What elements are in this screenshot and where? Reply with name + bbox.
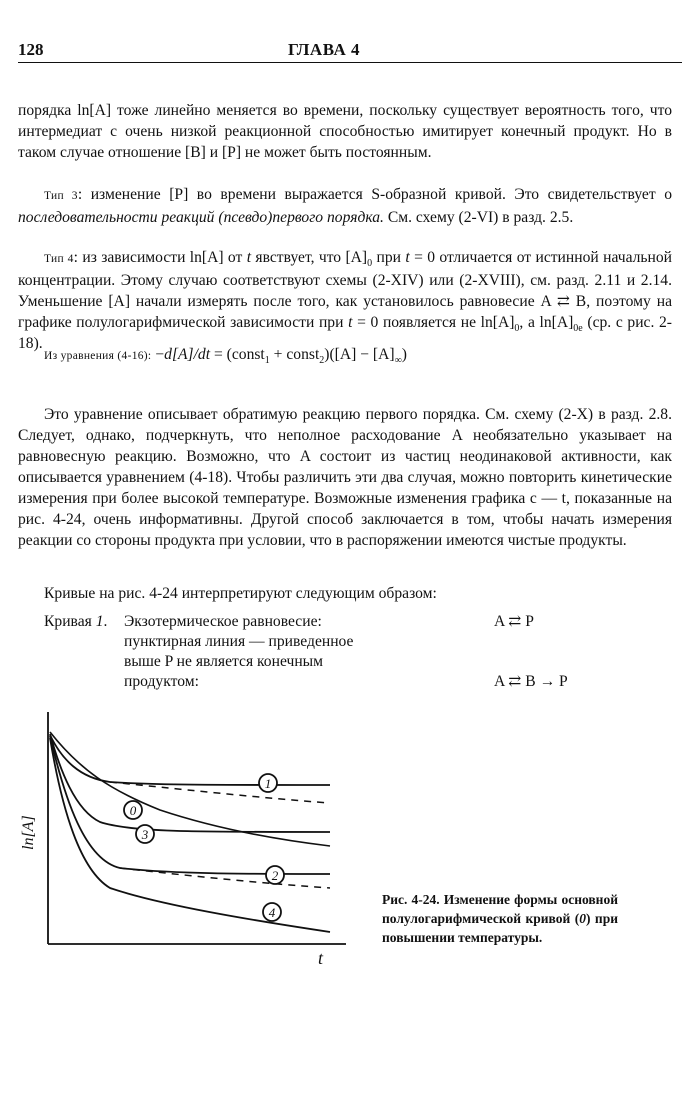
curve-label-4: 4 [268,905,276,920]
paragraph-1: порядка ln[A] тоже линейно меняется во времени, поскольку существует вероятность того, что интермедиат с очень низкой реакционной способностью имитирует конечный продукт. Но в таком случае отношение [B] и [P] не может быть постоянным. [18,102,672,161]
paragraph-curves-intro: Кривые на рис. 4-24 интерпретируют следующим образом: [44,585,437,602]
y-axis-label: ln[A] [20,815,37,850]
curve-label-3: 3 [141,827,149,842]
scheme-a-b-p: A ⇄ B → P [494,673,568,690]
page-number: 128 [18,40,44,59]
curve-0 [50,732,330,846]
curve-3 [50,734,330,832]
chapter-title: ГЛАВА 4 [288,40,360,59]
paragraph-type-3: Тип 3: изменение [P] во времени выражается S-образной кривой. Это свидетельствует о последовательности реакций (псевдо)первого порядка. См. схему (2-VI) в разд. 2.5. [18,186,672,226]
curve-2 [50,736,330,874]
curve-1 [50,735,330,785]
curve-2-dashed [120,868,330,888]
x-axis-label: t [318,948,324,968]
scheme-a-p: A ⇄ P [494,613,534,630]
curve-label-2: 2 [271,868,279,883]
equation-4-16: Из уравнения (4-16): −d[A]/dt = (const$_1$ + const$_2$)([A] − $[A]_\infty$) [44,346,407,367]
curve-4 [50,738,330,932]
curve-label-0: 0 [129,803,137,818]
paragraph-reversible: Это уравнение описывает обратимую реакцию первого порядка. См. схему (2-X) в разд. 2.8. Следует, однако, подчеркнуть, что неполное расходование A необязательно указывает на равновесную реакцию. Возможно, что A состоит из частиц неодинаковой активности, как описывается уравнением (4-18). Чтобы различить эти два случая, можно повторить кинетические измерения при более высокой температуре. Возможные изменения графика c — t, показанные на рис. 4-24, очень информативны. Другой способ заключается в том, чтобы начать измерения реакции со стороны продукта при условии, что в распоряжении имеются чистые продукты. [18,406,672,549]
curve-label-1: 1 [264,776,272,791]
paragraph-type-4: Тип 4: из зависимости ln[A] от t явствует, что $[A]_0$ при t = 0 отличается от истинной начальной концентрации. Этому случаю соответствуют схемы (2-XIV) или (2-XVIII), см. разд. 2.11 и 2.14. Уменьшение [A] начали измерять после того, как установилось равновесие A ⇄ B, поэтому на графике полулогарифмической зависимости при t = 0 появляется не $\ln[A]_0$, а $\ln[A]_{0e}$ (ср. с рис. 2-18). [18,249,673,352]
figure-caption: Рис. 4-24. Изменение формы основной полулогарифмической кривой (0) при повышении температуры. [382,892,618,945]
